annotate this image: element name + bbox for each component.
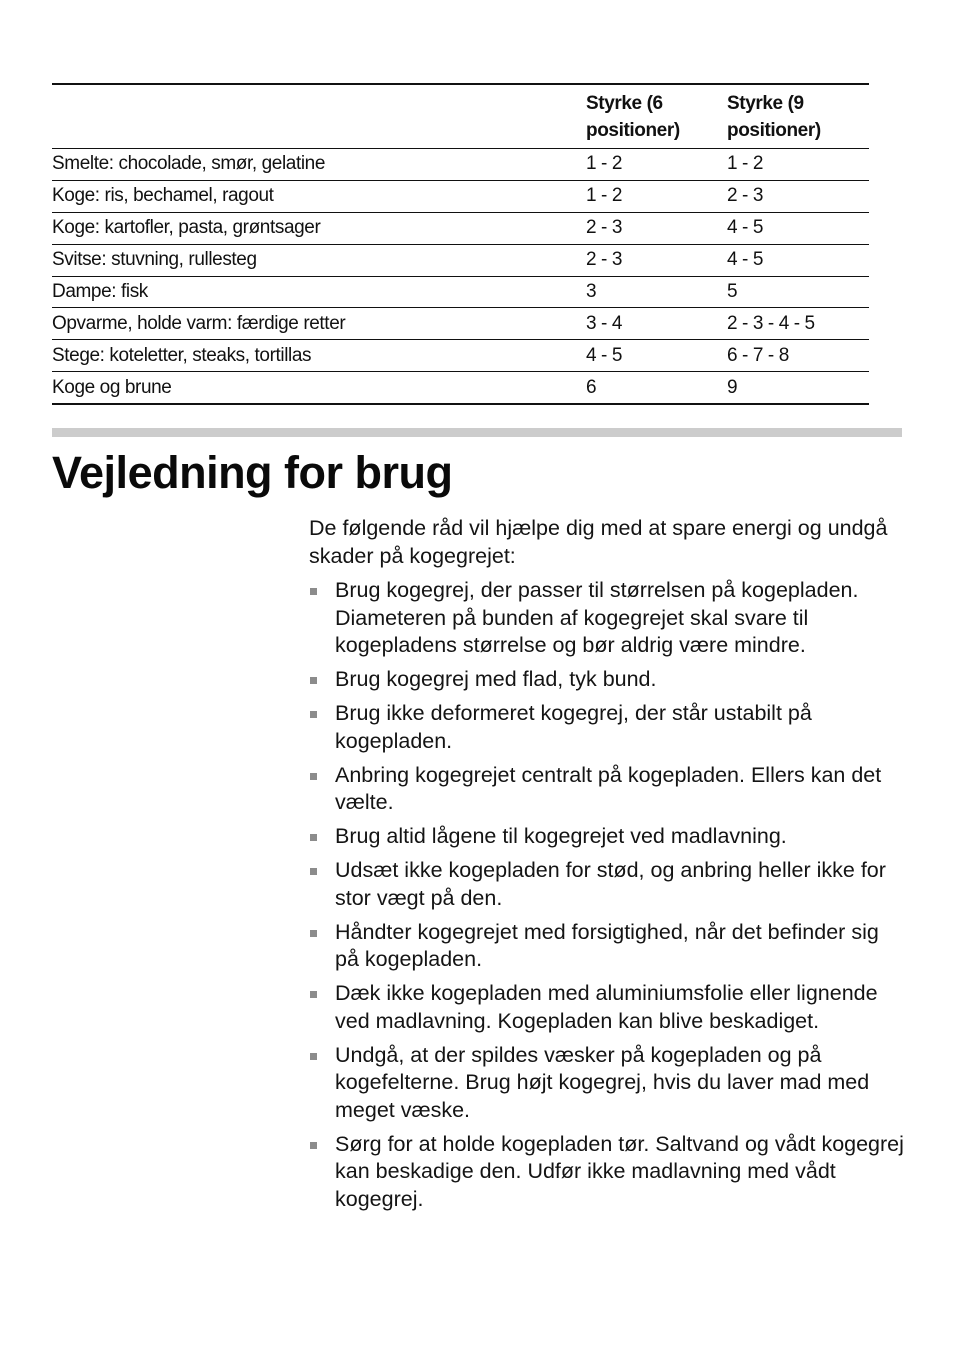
list-item-text: Brug kogegrej med flad, tyk bund.	[335, 667, 657, 691]
level-6-cell: 6	[586, 372, 727, 404]
level-9-cell: 4 - 5	[727, 244, 869, 276]
list-item-text: Brug altid lågene til kogegrejet ved madlavning.	[335, 824, 787, 848]
dish-cell: Koge: ris, bechamel, ragout	[52, 180, 586, 212]
level-6-cell: 1 - 2	[586, 180, 727, 212]
dish-cell: Svitse: stuvning, rullesteg	[52, 244, 586, 276]
intro-paragraph: De følgende råd vil hjælpe dig med at spare energi og undgå skader på kogegrejet:	[309, 516, 888, 568]
square-bullet-icon	[310, 834, 317, 841]
table-row	[52, 372, 869, 404]
list-item	[309, 666, 904, 694]
table-header-6-positions: Styrke (6 positioner)	[586, 84, 727, 149]
level-6-cell: 3 - 4	[586, 308, 727, 340]
list-item-text: Udsæt ikke kogepladen for stød, og anbring heller ikke for stor vægt på den.	[335, 858, 886, 910]
list-item	[309, 1131, 904, 1214]
level-6-cell: 2 - 3	[586, 244, 727, 276]
table-row	[52, 308, 869, 340]
tips-list	[309, 577, 904, 1213]
level-9-cell: 5	[727, 276, 869, 308]
list-item	[309, 823, 904, 851]
level-6-cell: 2 - 3	[586, 212, 727, 244]
table-header-row	[52, 84, 869, 149]
level-9-cell: 1 - 2	[727, 149, 869, 181]
dish-cell: Koge: kartofler, pasta, grøntsager	[52, 212, 586, 244]
level-9-cell: 6 - 7 - 8	[727, 340, 869, 372]
table-row	[52, 276, 869, 308]
section-title: Vejledning for brug	[52, 447, 453, 498]
list-item	[309, 857, 904, 912]
level-9-cell: 2 - 3	[727, 180, 869, 212]
square-bullet-icon	[310, 991, 317, 998]
level-6-cell: 1 - 2	[586, 149, 727, 181]
table-header-9-positions: Styrke (9 positioner)	[727, 84, 869, 149]
table-row	[52, 340, 869, 372]
table-header-dish	[52, 84, 586, 149]
square-bullet-icon	[310, 1142, 317, 1149]
list-item	[309, 919, 904, 974]
power-level-table-container	[52, 83, 869, 405]
square-bullet-icon	[310, 677, 317, 684]
list-item-text: Anbring kogegrejet centralt på kogepladen. Ellers kan det vælte.	[335, 762, 882, 814]
level-9-cell: 9	[727, 372, 869, 404]
dish-cell: Koge og brune	[52, 372, 586, 404]
square-bullet-icon	[310, 868, 317, 875]
section-content	[309, 515, 904, 1220]
list-item	[309, 1042, 904, 1125]
power-level-table	[52, 83, 869, 405]
square-bullet-icon	[310, 1053, 317, 1060]
dish-cell: Stege: koteletter, steaks, tortillas	[52, 340, 586, 372]
dish-cell: Opvarme, holde varm: færdige retter	[52, 308, 586, 340]
square-bullet-icon	[310, 930, 317, 937]
table-row	[52, 180, 869, 212]
square-bullet-icon	[310, 773, 317, 780]
list-item-text: Håndter kogegrejet med forsigtighed, når det befinder sig på kogepladen.	[335, 919, 879, 971]
list-item-text: Undgå, at der spildes væsker på kogepladen og på kogefelterne. Brug højt kogegrej, hvis du laver mad med meget væske.	[335, 1042, 870, 1122]
list-item-text: Brug kogegrej, der passer til størrelsen på kogepladen. Diameteren på bunden af kogegrejet skal svare til kogepladens størrelse og bør aldrig være mindre.	[335, 578, 859, 657]
level-6-cell: 3	[586, 276, 727, 308]
section-divider	[52, 428, 902, 437]
list-item-text: Dæk ikke kogepladen med aluminiumsfolie eller lignende ved madlavning. Kogepladen kan blive beskadiget.	[335, 981, 878, 1033]
level-9-cell: 4 - 5	[727, 212, 869, 244]
table-row	[52, 212, 869, 244]
list-item	[309, 577, 904, 660]
list-item	[309, 700, 904, 755]
table-row	[52, 244, 869, 276]
list-item-text: Brug ikke deformeret kogegrej, der står ustabilt på kogepladen.	[335, 701, 812, 753]
table-row	[52, 149, 869, 181]
square-bullet-icon	[310, 588, 317, 595]
list-item-text: Sørg for at holde kogepladen tør. Saltvand og vådt kogegrej kan beskadige den. Udfør ikke madlavning med vådt kogegrej.	[335, 1131, 904, 1211]
level-6-cell: 4 - 5	[586, 340, 727, 372]
list-item	[309, 980, 904, 1035]
square-bullet-icon	[310, 711, 317, 718]
list-item	[309, 762, 904, 817]
level-9-cell: 2 - 3 - 4 - 5	[727, 308, 869, 340]
dish-cell: Smelte: chocolade, smør, gelatine	[52, 149, 586, 181]
dish-cell: Dampe: fisk	[52, 276, 586, 308]
